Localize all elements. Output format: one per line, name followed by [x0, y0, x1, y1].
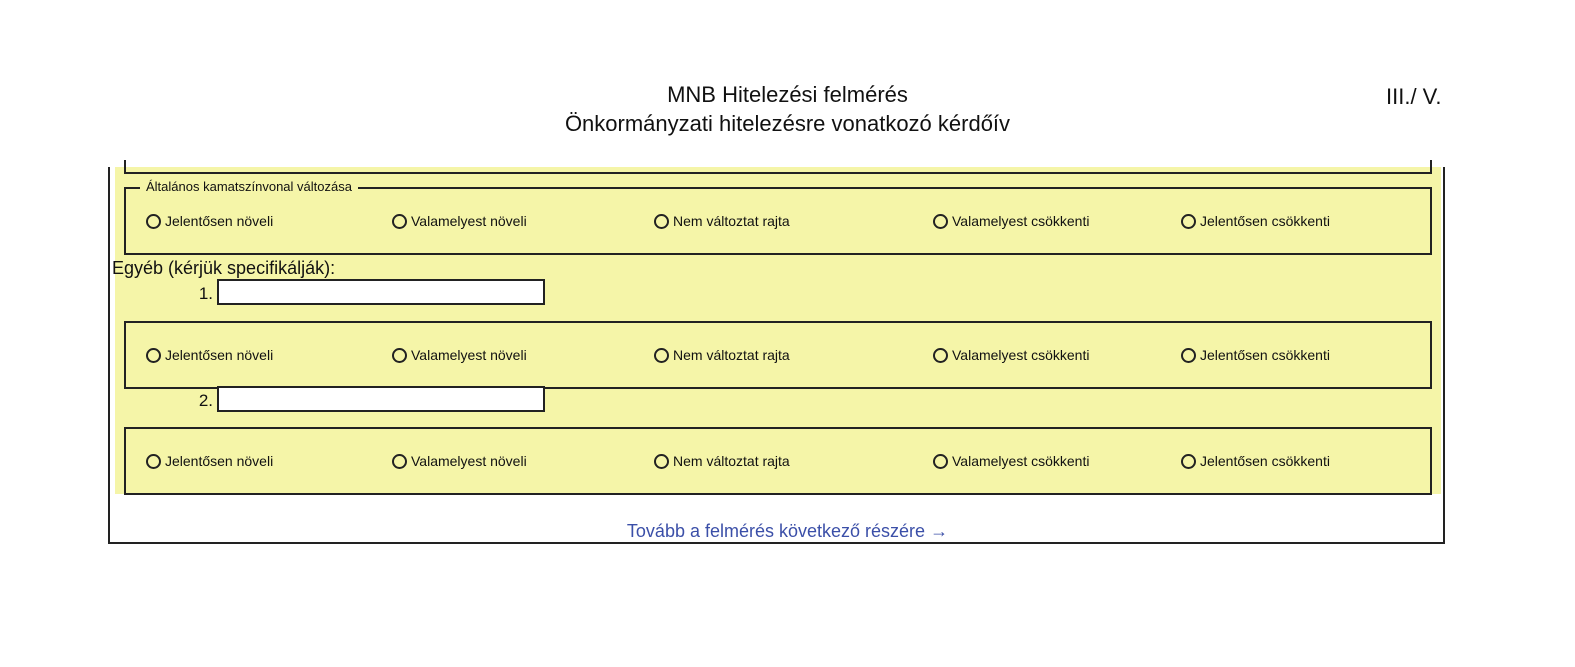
- radio-icon[interactable]: [654, 454, 669, 469]
- option-label: Jelentősen csökkenti: [1200, 453, 1330, 469]
- radio-icon[interactable]: [933, 214, 948, 229]
- radio-icon[interactable]: [392, 348, 407, 363]
- option-significantly-increases[interactable]: [146, 452, 273, 470]
- option-label: Valamelyest csökkenti: [952, 347, 1090, 363]
- radio-icon[interactable]: [146, 348, 161, 363]
- radio-icon[interactable]: [146, 454, 161, 469]
- survey-subtitle: Önkormányzati hitelezésre vonatkozó kérdőív: [564, 111, 1011, 136]
- top-bracket: [124, 160, 1432, 174]
- option-label: Nem változtat rajta: [673, 347, 790, 363]
- option-label: Jelentősen csökkenti: [1200, 213, 1330, 229]
- option-significantly-increases[interactable]: [146, 212, 273, 230]
- option-label: Valamelyest csökkenti: [952, 453, 1090, 469]
- other-input-1[interactable]: [217, 279, 545, 305]
- other-1-group: [124, 321, 1432, 389]
- other-label: Egyéb (kérjük specifikálják):: [112, 258, 336, 278]
- option-somewhat-decreases[interactable]: [933, 212, 1089, 230]
- option-label: Jelentősen növeli: [165, 213, 274, 229]
- option-somewhat-increases[interactable]: [392, 346, 527, 364]
- option-somewhat-increases[interactable]: [392, 452, 527, 470]
- radio-icon[interactable]: [654, 348, 669, 363]
- radio-icon[interactable]: [1181, 214, 1196, 229]
- option-somewhat-decreases[interactable]: [933, 452, 1089, 470]
- option-label: Valamelyest növeli: [411, 213, 527, 229]
- option-label: Valamelyest növeli: [411, 453, 527, 469]
- other-input-2[interactable]: [217, 386, 545, 412]
- option-label: Valamelyest csökkenti: [952, 213, 1090, 229]
- next-section-link[interactable]: Tovább a felmérés következő részére →: [626, 521, 949, 541]
- radio-icon[interactable]: [392, 214, 407, 229]
- option-no-change[interactable]: [654, 346, 790, 364]
- option-label: Jelentősen csökkenti: [1200, 347, 1330, 363]
- radio-icon[interactable]: [392, 454, 407, 469]
- group-legend: Általános kamatszínvonal változása: [140, 179, 358, 195]
- option-significantly-increases[interactable]: [146, 346, 273, 364]
- section-code: III./ V.: [1386, 84, 1442, 109]
- rate-level-group: [124, 179, 1432, 255]
- radio-icon[interactable]: [1181, 454, 1196, 469]
- option-label: Nem változtat rajta: [673, 453, 790, 469]
- option-label: Jelentősen növeli: [165, 453, 274, 469]
- option-label: Valamelyest növeli: [411, 347, 527, 363]
- option-significantly-decreases[interactable]: [1181, 212, 1330, 230]
- option-label: Nem változtat rajta: [673, 213, 790, 229]
- option-significantly-decreases[interactable]: [1181, 452, 1330, 470]
- radio-icon[interactable]: [654, 214, 669, 229]
- option-significantly-decreases[interactable]: [1181, 346, 1330, 364]
- option-somewhat-increases[interactable]: [392, 212, 527, 230]
- survey-title: MNB Hitelezési felmérés: [667, 82, 908, 107]
- radio-icon[interactable]: [933, 454, 948, 469]
- radio-icon[interactable]: [146, 214, 161, 229]
- other-number-2: 2.: [198, 391, 213, 410]
- radio-icon[interactable]: [933, 348, 948, 363]
- option-somewhat-decreases[interactable]: [933, 346, 1089, 364]
- radio-icon[interactable]: [1181, 348, 1196, 363]
- option-label: Jelentősen növeli: [165, 347, 274, 363]
- other-2-group: [124, 427, 1432, 495]
- other-number-1: 1.: [198, 284, 213, 303]
- option-no-change[interactable]: [654, 212, 790, 230]
- option-no-change[interactable]: [654, 452, 790, 470]
